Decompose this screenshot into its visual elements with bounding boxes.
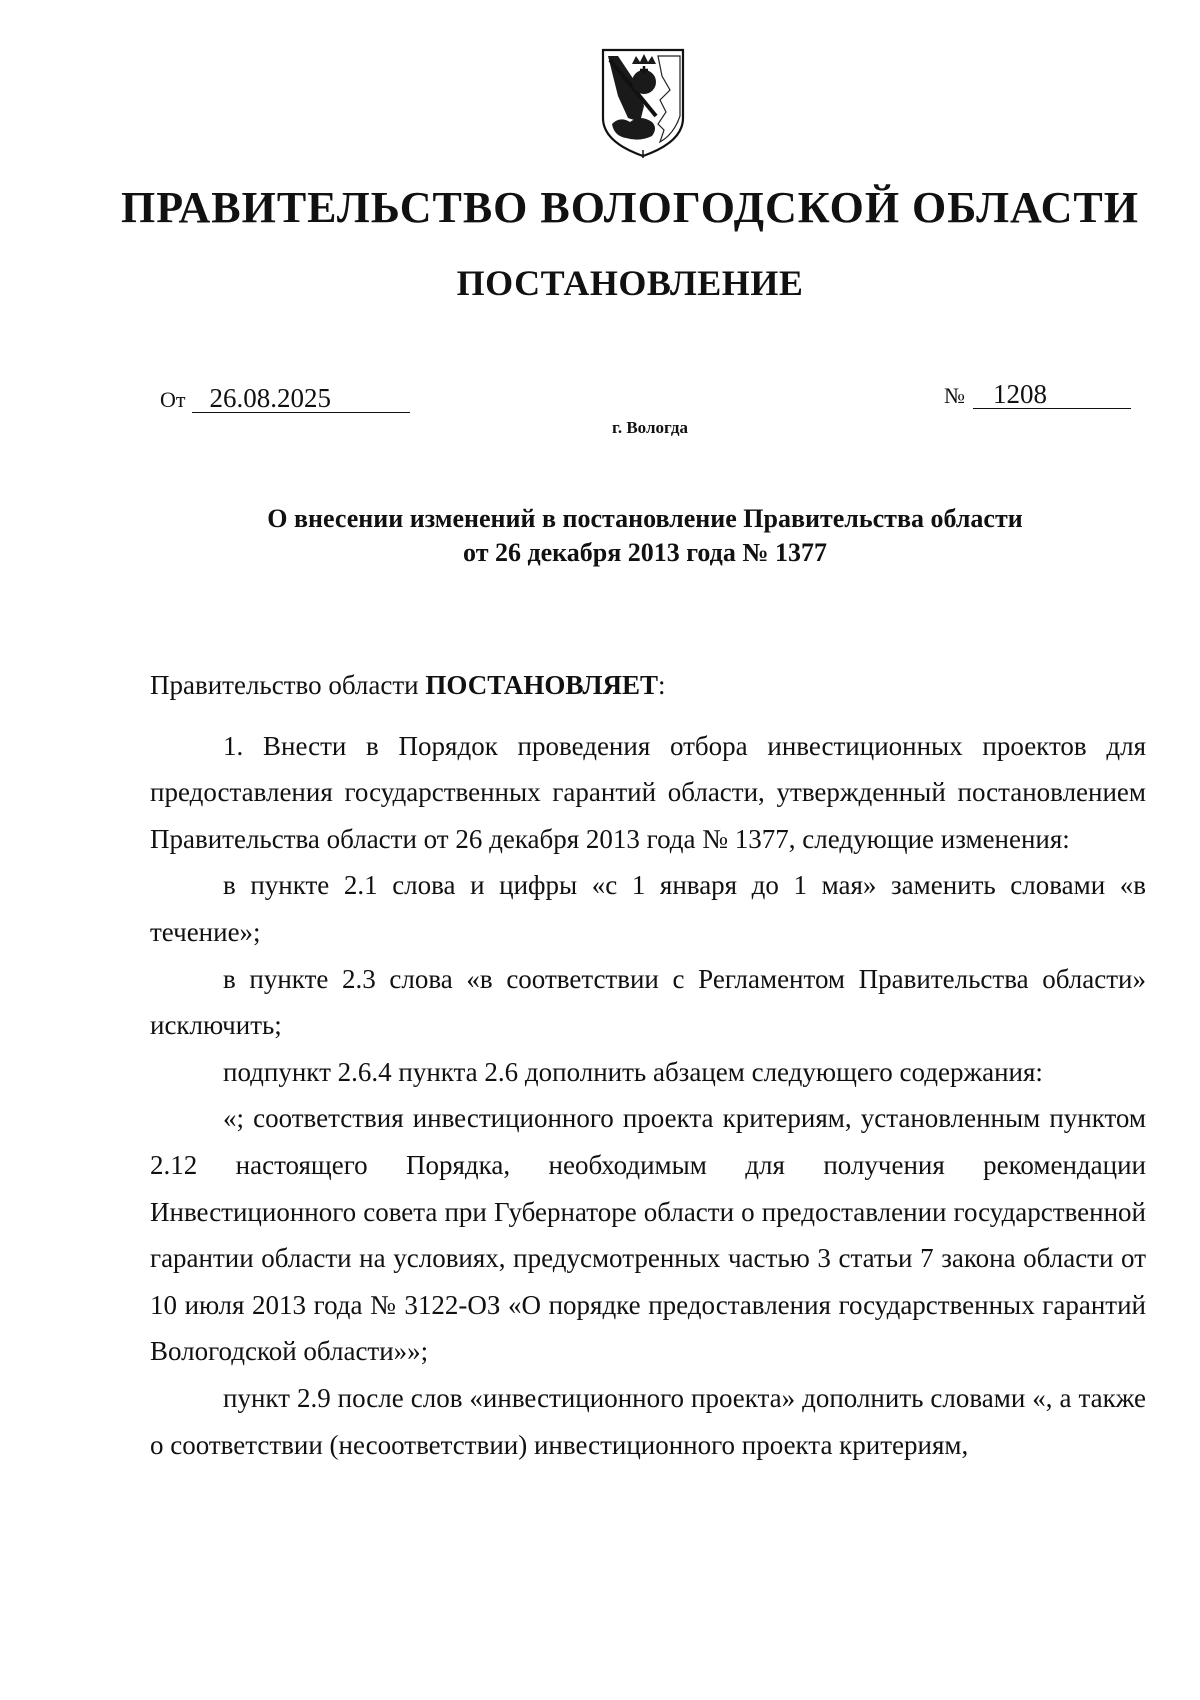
paragraph-2: в пункте 2.1 слова и цифры «с 1 января до 1 мая» заменить словами «в течение»; xyxy=(150,870,1146,947)
paragraph-6: пункт 2.9 после слов «инвестиционного проекта» дополнить словами «, а также о соответствии (несоответствии) инвестиционного проекта критериям, xyxy=(150,1382,1146,1460)
date-value: 26.08.2025 xyxy=(192,384,410,413)
heading-line-2: от 26 декабря 2013 года № 1377 xyxy=(463,538,827,567)
preamble-bold: ПОСТАНОВЛЯЕТ xyxy=(425,670,658,700)
resolution-heading xyxy=(150,502,1140,570)
paragraph-5: «; соответствия инвестиционного проекта критериям, установленным пунктом 2.12 настоящего Порядка, необходимым для получения рекомендации Инвестиционного совета при Губернаторе области о предоставлении государственной гарантии области на условиях, предусмотренных частью 3 статьи 7 закона области от 10 июля 2013 года № 3122-ОЗ «О порядке предоставления государственных гарантий Вологодской области»»; xyxy=(150,1103,1146,1367)
document-type: ПОСТАНОВЛЕНИЕ xyxy=(456,263,804,303)
government-title: ПРАВИТЕЛЬСТВО ВОЛОГОДСКОЙ ОБЛАСТИ xyxy=(121,183,1139,232)
paragraph-4: подпункт 2.6.4 пункта 2.6 дополнить абзацем следующего содержания: xyxy=(223,1056,1043,1087)
paragraph-3: в пункте 2.3 слова «в соответствии с Регламентом Правительства области» исключить; xyxy=(150,963,1146,1041)
date-prefix: От xyxy=(160,387,186,412)
preamble xyxy=(150,662,1146,709)
document-body xyxy=(150,662,1146,1468)
preamble-end: : xyxy=(657,670,666,700)
number-prefix: № xyxy=(944,383,965,408)
heading-line-1: О внесении изменений в постановление Правительства области xyxy=(267,504,1023,533)
coat-of-arms-emblem xyxy=(600,46,686,158)
preamble-text: Правительство области xyxy=(150,670,426,700)
number-value: 1208 xyxy=(973,380,1131,409)
document-date xyxy=(160,384,410,413)
document-number xyxy=(944,380,1131,409)
paragraph-1: 1. Внести в Порядок проведения отбора инвестиционных проектов для предоставления государственных гарантий области, утвержденный постановлением Правительства области от 26 декабря 2013 года № 1377, следующие изменения: xyxy=(150,730,1146,854)
city-name: г. Вологда xyxy=(612,418,688,437)
